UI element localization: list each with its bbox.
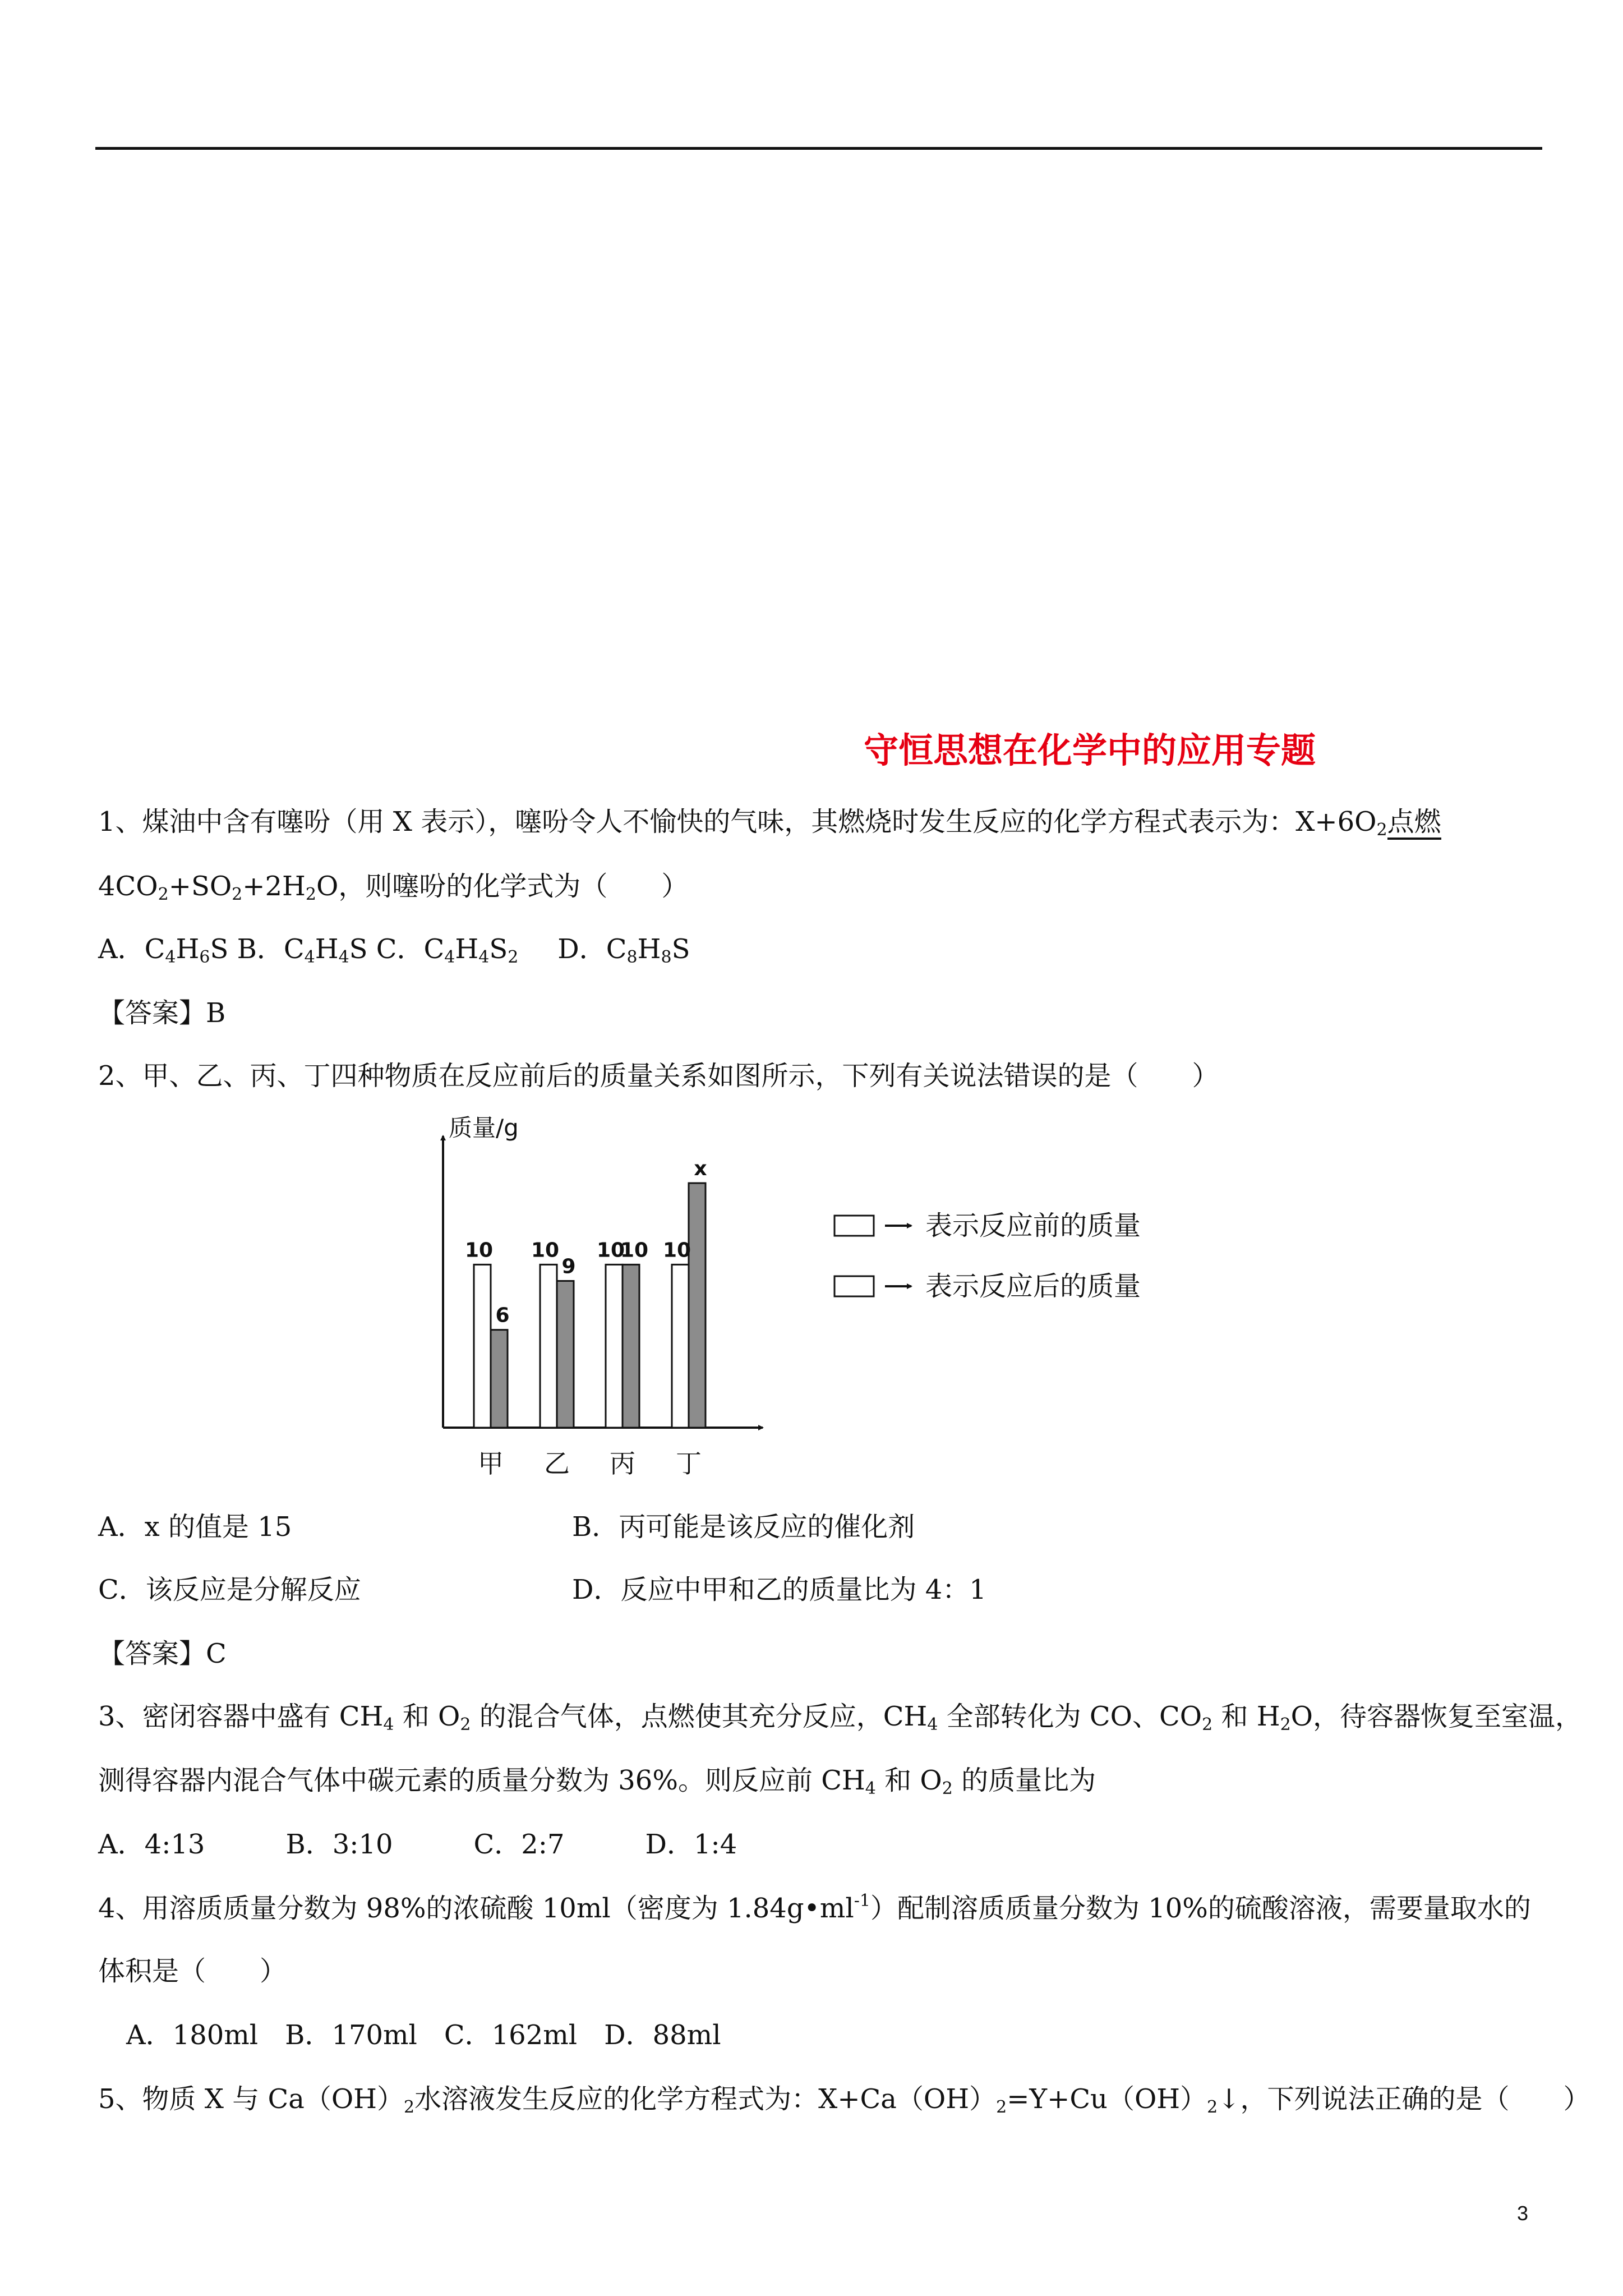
bar-丙-before	[606, 1264, 623, 1428]
bar-乙-after	[557, 1281, 574, 1428]
data-label-丙-after: 10	[620, 1239, 649, 1262]
q4-line1: 4、用溶质质量分数为 98%的浓硫酸 10ml（密度为 $1.84g•ml^{-1}$）配制溶质质量分数为 10%的硫酸溶液，需要量取水的	[98, 1891, 1531, 1924]
chart-legend	[834, 1210, 1141, 1302]
legend-label-after: 表示反应后的质量	[925, 1271, 1141, 1302]
mass-bar-chart	[404, 1114, 1200, 1501]
q3-options: A．4:13 B．3:10 C．2:7 D．1:4	[98, 1829, 737, 1860]
category-label-甲: 甲	[478, 1448, 504, 1479]
q5-line1: 5、物质 X 与 $Ca(OH)_2$水溶液发生反应的化学方程式为：$X+Ca(OH)_2=Y+Cu(OH)_2↓$，下列说法正确的是（ ）	[98, 2083, 1590, 2117]
q2-answer: 【答案】C	[98, 1638, 227, 1669]
data-label-丁-after: x	[694, 1157, 707, 1181]
legend-swatch-after	[834, 1276, 874, 1296]
q4-line2: 体积是（ ）	[98, 1955, 287, 1987]
q1-line1: 1、煤油中含有噻吩（用 X 表示），噻吩令人不愉快的气味，其燃烧时发生反应的化学方程式表示为：$X+6O_2$点燃	[98, 806, 1441, 840]
q3-line1: 3、密闭容器中盛有 $CH_4$ 和 $O_2$ 的混合气体，点燃使其充分反应，$CH_4$ 全部转化为 CO、$CO_2$ 和 $H_2O$，待容器恢复至室温，	[98, 1701, 1583, 1734]
bar-甲-after	[491, 1330, 508, 1428]
q2-option-a: A．x 的值是 15	[98, 1511, 292, 1543]
data-label-乙-after: 9	[561, 1255, 576, 1278]
q1-line2: $4CO_2+SO_2+2H_2O$，则噻吩的化学式为（ ）	[98, 871, 689, 904]
legend-swatch-before	[834, 1216, 874, 1236]
q1-answer: 【答案】B	[98, 997, 226, 1029]
data-label-乙-before: 10	[531, 1239, 560, 1262]
category-label-丁: 丁	[676, 1448, 702, 1479]
data-label-丁-before: 10	[662, 1239, 691, 1262]
q3-line2: 测得容器内混合气体中碳元素的质量分数为 36%。则反应前 $CH_4$ 和 $O_2$ 的质量比为	[98, 1765, 1096, 1798]
page-title: 守恒思想在化学中的应用专题	[864, 730, 1316, 771]
legend-label-before: 表示反应前的质量	[925, 1210, 1141, 1241]
bar-丁-after	[689, 1183, 706, 1428]
q4-options: A．180ml B．170ml C．162ml D．88ml	[126, 2019, 721, 2051]
bar-甲-before	[474, 1264, 491, 1428]
q2-text: 2、甲、乙、丙、丁四种物质在反应前后的质量关系如图所示，下列有关说法错误的是（ ）	[98, 1060, 1219, 1092]
q2-option-d: D．反应中甲和乙的质量比为 4：1	[572, 1574, 986, 1605]
reaction-condition: 点燃	[1387, 806, 1441, 840]
data-label-丙-before: 10	[596, 1239, 625, 1262]
bar-乙-before	[540, 1264, 557, 1428]
y-axis-label: 质量/g	[449, 1114, 519, 1142]
q2-option-c: C．该反应是分解反应	[98, 1574, 361, 1605]
category-label-丙: 丙	[610, 1448, 635, 1479]
bar-丙-after	[623, 1264, 639, 1428]
q1-options: A．$C_4H_6S$ B．$C_4H_4S$ C．$C_4H_4S_2$ D．$C_8H_8S$	[98, 933, 690, 967]
chart-labels	[465, 1157, 707, 1479]
page-number: 3	[1517, 2202, 1529, 2225]
data-label-甲-before: 10	[464, 1239, 494, 1262]
data-label-甲-after: 6	[495, 1304, 510, 1327]
bar-丁-before	[672, 1264, 689, 1428]
q2-option-b: B．丙可能是该反应的催化剂	[572, 1511, 915, 1543]
header-rule	[95, 147, 1542, 150]
category-label-乙: 乙	[544, 1448, 570, 1479]
